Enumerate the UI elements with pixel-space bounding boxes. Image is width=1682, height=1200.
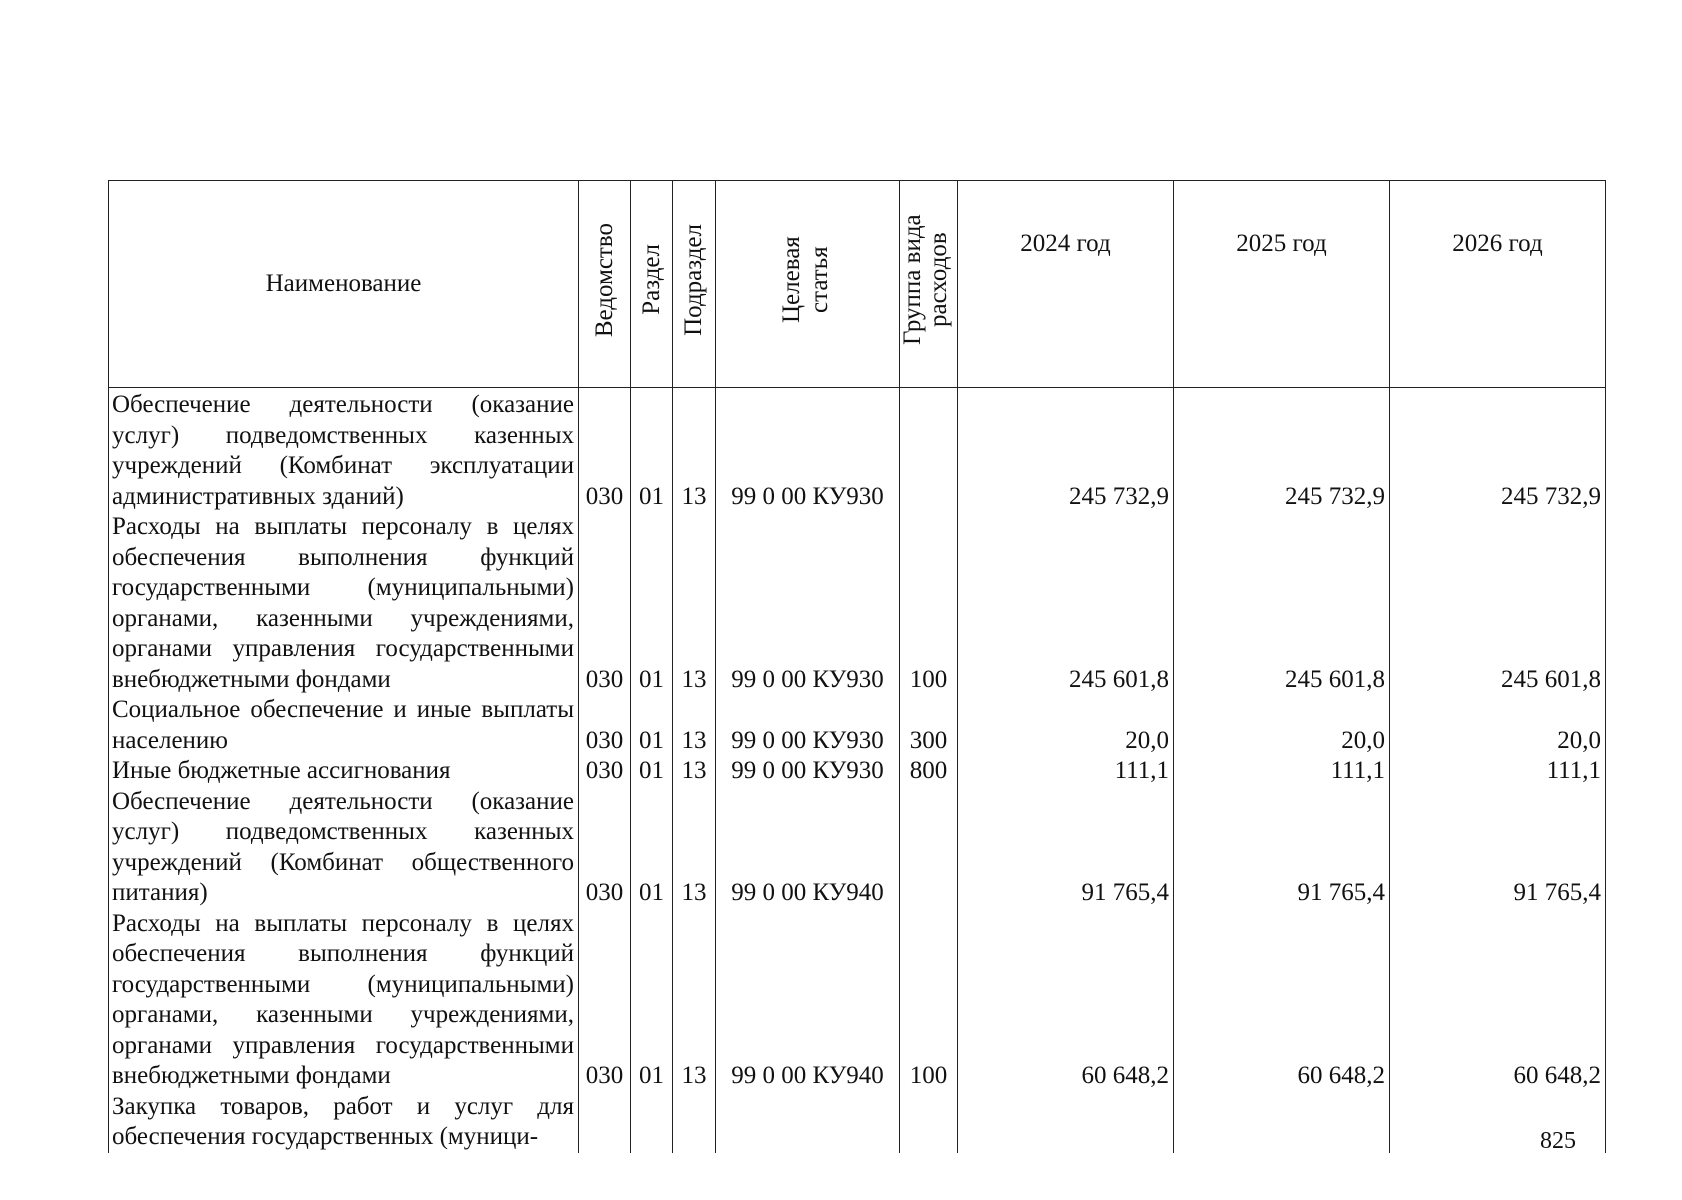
row-value-2024: 111,1 [958, 756, 1174, 787]
row-name: Расходы на выплаты персоналу в целях обеспечения выполнения функций государственными (муниципальными) органами, казенными учреждениями, органами управления государственными внебюджетными фондами [109, 909, 579, 1092]
row-department: 030 [579, 756, 631, 787]
row-department: 030 [579, 695, 631, 756]
row-expense-group: 300 [900, 695, 958, 756]
row-value-2025: 60 648,2 [1174, 909, 1390, 1092]
col-name-header: Наименование [109, 181, 579, 388]
row-value-2025: 245 732,9 [1174, 388, 1390, 513]
row-value-2026: 245 601,8 [1390, 512, 1606, 695]
col-2025-header: 2025 год [1174, 181, 1390, 388]
col-section-header: Раздел [631, 181, 673, 388]
row-article [716, 1092, 900, 1153]
row-expense-group: 100 [900, 512, 958, 695]
row-value-2025 [1174, 1092, 1390, 1153]
row-department: 030 [579, 512, 631, 695]
row-department: 030 [579, 909, 631, 1092]
col-2026-header: 2026 год [1390, 181, 1606, 388]
table-row [109, 388, 1606, 513]
col-2024-header: 2024 год [958, 181, 1174, 388]
row-article: 99 0 00 КУ930 [716, 695, 900, 756]
row-subsection: 13 [673, 512, 716, 695]
row-subsection: 13 [673, 388, 716, 513]
row-section: 01 [631, 756, 673, 787]
row-name: Обеспечение деятельности (оказание услуг) подведомственных казенных учреждений (Комбинат общественного питания) [109, 787, 579, 909]
row-section: 01 [631, 787, 673, 909]
row-article: 99 0 00 КУ940 [716, 787, 900, 909]
row-article: 99 0 00 КУ940 [716, 909, 900, 1092]
row-value-2024 [958, 1092, 1174, 1153]
row-name: Закупка товаров, работ и услуг для обеспечения государственных (муници- [109, 1092, 579, 1153]
row-value-2025: 20,0 [1174, 695, 1390, 756]
table-row [109, 695, 1606, 756]
row-value-2026: 20,0 [1390, 695, 1606, 756]
row-value-2024: 20,0 [958, 695, 1174, 756]
row-expense-group: 800 [900, 756, 958, 787]
row-value-2025: 111,1 [1174, 756, 1390, 787]
col-department-header: Ведомство [579, 181, 631, 388]
row-subsection: 13 [673, 695, 716, 756]
row-department: 030 [579, 787, 631, 909]
row-subsection: 13 [673, 756, 716, 787]
table-row [109, 756, 1606, 787]
row-department [579, 1092, 631, 1153]
table-row [109, 909, 1606, 1092]
row-name: Обеспечение деятельности (оказание услуг) подведомственных казенных учреждений (Комбинат эксплуатации административных зданий) [109, 388, 579, 513]
row-value-2025: 245 601,8 [1174, 512, 1390, 695]
row-article: 99 0 00 КУ930 [716, 388, 900, 513]
row-subsection: 13 [673, 787, 716, 909]
row-article: 99 0 00 КУ930 [716, 756, 900, 787]
row-value-2024: 60 648,2 [958, 909, 1174, 1092]
row-value-2024: 245 732,9 [958, 388, 1174, 513]
col-subsection-header: Подраздел [673, 181, 716, 388]
row-section: 01 [631, 909, 673, 1092]
row-section: 01 [631, 512, 673, 695]
row-name: Расходы на выплаты персоналу в целях обеспечения выполнения функций государственными (муниципальными) органами, казенными учреждениями, органами управления государственными внебюджетными фондами [109, 512, 579, 695]
row-value-2026: 60 648,2 [1390, 909, 1606, 1092]
row-value-2026: 111,1 [1390, 756, 1606, 787]
table-row [109, 787, 1606, 909]
row-expense-group [900, 388, 958, 513]
row-value-2024: 91 765,4 [958, 787, 1174, 909]
row-section [631, 1092, 673, 1153]
row-expense-group [900, 1092, 958, 1153]
row-section: 01 [631, 388, 673, 513]
table-row [109, 512, 1606, 695]
budget-table [108, 180, 1606, 1153]
col-group-header: Группа вида расходов [900, 181, 958, 388]
row-value-2026: 245 732,9 [1390, 388, 1606, 513]
table-row [109, 1092, 1606, 1153]
row-value-2024: 245 601,8 [958, 512, 1174, 695]
row-name: Социальное обеспечение и иные выплаты населению [109, 695, 579, 756]
header-row [109, 181, 1606, 388]
row-name: Иные бюджетные ассигнования [109, 756, 579, 787]
row-expense-group: 100 [900, 909, 958, 1092]
row-department: 030 [579, 388, 631, 513]
row-subsection: 13 [673, 909, 716, 1092]
row-value-2026: 91 765,4 [1390, 787, 1606, 909]
col-article-header: Целевая статья [716, 181, 900, 388]
row-section: 01 [631, 695, 673, 756]
row-subsection [673, 1092, 716, 1153]
row-value-2025: 91 765,4 [1174, 787, 1390, 909]
row-expense-group [900, 787, 958, 909]
row-article: 99 0 00 КУ930 [716, 512, 900, 695]
page-number: 825 [1540, 1128, 1576, 1154]
